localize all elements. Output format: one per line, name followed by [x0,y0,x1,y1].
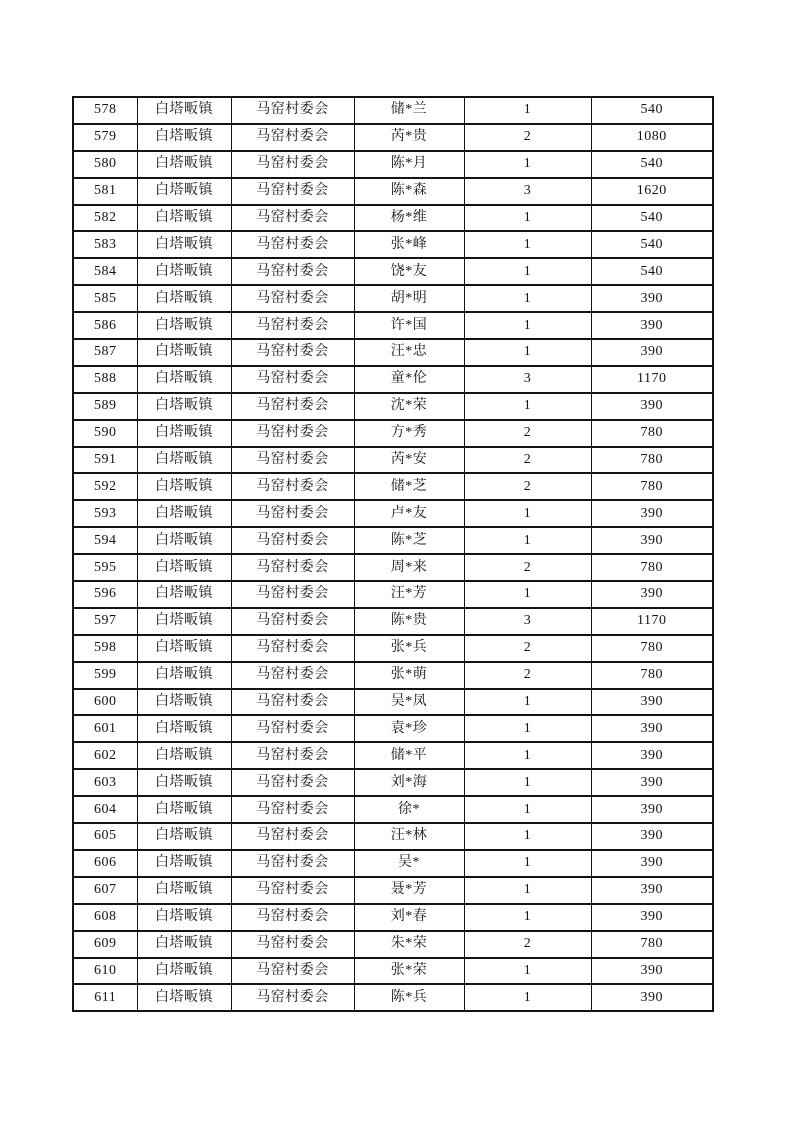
cell-serial-number: 604 [73,796,137,823]
table-row [73,581,713,608]
cell-village-committee: 马窑村委会 [231,662,354,689]
cell-amount: 780 [591,473,713,500]
cell-village-committee: 马窑村委会 [231,689,354,716]
cell-person-count: 1 [464,205,591,232]
table-row [73,527,713,554]
cell-masked-name: 周*来 [354,554,464,581]
table-row [73,473,713,500]
cell-village-committee: 马窑村委会 [231,231,354,258]
cell-village-committee: 马窑村委会 [231,447,354,474]
cell-amount: 390 [591,312,713,339]
cell-masked-name: 储*平 [354,742,464,769]
cell-amount: 1170 [591,366,713,393]
cell-masked-name: 吴*凤 [354,689,464,716]
cell-village-committee: 马窑村委会 [231,958,354,985]
cell-person-count: 3 [464,178,591,205]
cell-person-count: 1 [464,231,591,258]
cell-person-count: 1 [464,769,591,796]
cell-masked-name: 刘*春 [354,904,464,931]
table-row [73,285,713,312]
cell-town: 白塔畈镇 [137,393,231,420]
cell-village-committee: 马窑村委会 [231,823,354,850]
cell-person-count: 1 [464,877,591,904]
cell-masked-name: 陈*月 [354,151,464,178]
cell-amount: 540 [591,231,713,258]
cell-amount: 390 [591,850,713,877]
cell-serial-number: 582 [73,205,137,232]
cell-masked-name: 储*芝 [354,473,464,500]
cell-amount: 390 [591,285,713,312]
cell-village-committee: 马窑村委会 [231,715,354,742]
cell-masked-name: 张*荣 [354,958,464,985]
cell-town: 白塔畈镇 [137,312,231,339]
cell-serial-number: 592 [73,473,137,500]
cell-amount: 780 [591,662,713,689]
cell-serial-number: 583 [73,231,137,258]
cell-town: 白塔畈镇 [137,689,231,716]
cell-person-count: 1 [464,500,591,527]
cell-village-committee: 马窑村委会 [231,850,354,877]
cell-serial-number: 608 [73,904,137,931]
cell-masked-name: 吴* [354,850,464,877]
cell-masked-name: 张*峰 [354,231,464,258]
cell-serial-number: 606 [73,850,137,877]
cell-person-count: 2 [464,420,591,447]
cell-amount: 390 [591,339,713,366]
cell-masked-name: 杨*维 [354,205,464,232]
cell-amount: 780 [591,554,713,581]
cell-village-committee: 马窑村委会 [231,608,354,635]
cell-town: 白塔畈镇 [137,608,231,635]
cell-town: 白塔畈镇 [137,877,231,904]
table-row [73,796,713,823]
cell-town: 白塔畈镇 [137,796,231,823]
cell-town: 白塔畈镇 [137,447,231,474]
cell-serial-number: 593 [73,500,137,527]
table-row [73,715,713,742]
cell-person-count: 1 [464,904,591,931]
table-row [73,931,713,958]
cell-amount: 540 [591,151,713,178]
cell-village-committee: 马窑村委会 [231,769,354,796]
cell-village-committee: 马窑村委会 [231,581,354,608]
cell-town: 白塔畈镇 [137,366,231,393]
cell-serial-number: 598 [73,635,137,662]
cell-masked-name: 卢*友 [354,500,464,527]
cell-masked-name: 张*兵 [354,635,464,662]
cell-serial-number: 595 [73,554,137,581]
cell-masked-name: 芮*贵 [354,124,464,151]
cell-person-count: 1 [464,850,591,877]
cell-village-committee: 马窑村委会 [231,877,354,904]
cell-village-committee: 马窑村委会 [231,931,354,958]
cell-amount: 390 [591,823,713,850]
cell-masked-name: 陈*芝 [354,527,464,554]
table-row [73,205,713,232]
table-row [73,420,713,447]
table-row [73,689,713,716]
cell-amount: 780 [591,447,713,474]
table-row [73,339,713,366]
cell-person-count: 3 [464,608,591,635]
table-row [73,984,713,1011]
cell-amount: 390 [591,796,713,823]
cell-serial-number: 605 [73,823,137,850]
cell-masked-name: 汪*林 [354,823,464,850]
cell-person-count: 2 [464,554,591,581]
cell-amount: 540 [591,258,713,285]
cell-masked-name: 饶*友 [354,258,464,285]
table-row [73,258,713,285]
cell-village-committee: 马窑村委会 [231,312,354,339]
cell-town: 白塔畈镇 [137,554,231,581]
cell-village-committee: 马窑村委会 [231,635,354,662]
cell-amount: 780 [591,420,713,447]
table-row [73,608,713,635]
cell-masked-name: 沈*荣 [354,393,464,420]
table-row [73,500,713,527]
cell-serial-number: 603 [73,769,137,796]
cell-amount: 390 [591,500,713,527]
table-row [73,447,713,474]
cell-masked-name: 童*伦 [354,366,464,393]
cell-village-committee: 马窑村委会 [231,258,354,285]
cell-town: 白塔畈镇 [137,285,231,312]
table-row [73,97,713,124]
cell-town: 白塔畈镇 [137,662,231,689]
cell-person-count: 1 [464,393,591,420]
subsidy-table [72,96,714,1012]
cell-serial-number: 591 [73,447,137,474]
cell-person-count: 1 [464,97,591,124]
cell-village-committee: 马窑村委会 [231,205,354,232]
cell-town: 白塔畈镇 [137,769,231,796]
cell-person-count: 1 [464,742,591,769]
cell-serial-number: 584 [73,258,137,285]
cell-person-count: 1 [464,151,591,178]
cell-person-count: 1 [464,823,591,850]
cell-town: 白塔畈镇 [137,904,231,931]
cell-village-committee: 马窑村委会 [231,124,354,151]
cell-village-committee: 马窑村委会 [231,742,354,769]
cell-amount: 390 [591,393,713,420]
table-row [73,124,713,151]
cell-amount: 390 [591,769,713,796]
cell-serial-number: 588 [73,366,137,393]
table-row [73,662,713,689]
cell-person-count: 1 [464,796,591,823]
cell-town: 白塔畈镇 [137,931,231,958]
cell-serial-number: 597 [73,608,137,635]
cell-serial-number: 589 [73,393,137,420]
cell-village-committee: 马窑村委会 [231,796,354,823]
cell-town: 白塔畈镇 [137,231,231,258]
cell-village-committee: 马窑村委会 [231,285,354,312]
cell-village-committee: 马窑村委会 [231,178,354,205]
cell-person-count: 2 [464,447,591,474]
cell-person-count: 1 [464,285,591,312]
table-row [73,850,713,877]
cell-village-committee: 马窑村委会 [231,339,354,366]
cell-person-count: 1 [464,958,591,985]
cell-serial-number: 585 [73,285,137,312]
cell-amount: 1620 [591,178,713,205]
cell-town: 白塔畈镇 [137,581,231,608]
cell-amount: 780 [591,931,713,958]
cell-amount: 390 [591,581,713,608]
table-row [73,366,713,393]
cell-serial-number: 600 [73,689,137,716]
cell-masked-name: 徐* [354,796,464,823]
cell-serial-number: 609 [73,931,137,958]
cell-person-count: 1 [464,715,591,742]
cell-town: 白塔畈镇 [137,205,231,232]
cell-amount: 390 [591,715,713,742]
cell-town: 白塔畈镇 [137,850,231,877]
cell-serial-number: 581 [73,178,137,205]
cell-serial-number: 587 [73,339,137,366]
cell-town: 白塔畈镇 [137,473,231,500]
cell-amount: 390 [591,984,713,1011]
cell-village-committee: 马窑村委会 [231,500,354,527]
cell-town: 白塔畈镇 [137,178,231,205]
cell-amount: 390 [591,904,713,931]
cell-person-count: 2 [464,124,591,151]
table-row [73,742,713,769]
cell-masked-name: 袁*珍 [354,715,464,742]
cell-town: 白塔畈镇 [137,339,231,366]
cell-town: 白塔畈镇 [137,420,231,447]
table-row [73,312,713,339]
cell-village-committee: 马窑村委会 [231,366,354,393]
cell-person-count: 2 [464,931,591,958]
cell-person-count: 1 [464,312,591,339]
cell-serial-number: 578 [73,97,137,124]
table-row [73,231,713,258]
table-row [73,151,713,178]
cell-village-committee: 马窑村委会 [231,420,354,447]
cell-masked-name: 朱*荣 [354,931,464,958]
cell-person-count: 2 [464,635,591,662]
cell-person-count: 1 [464,339,591,366]
cell-serial-number: 601 [73,715,137,742]
cell-town: 白塔畈镇 [137,124,231,151]
cell-serial-number: 610 [73,958,137,985]
table-row [73,393,713,420]
cell-village-committee: 马窑村委会 [231,904,354,931]
cell-masked-name: 胡*明 [354,285,464,312]
cell-masked-name: 汪*芳 [354,581,464,608]
cell-masked-name: 陈*贵 [354,608,464,635]
cell-person-count: 1 [464,581,591,608]
cell-town: 白塔畈镇 [137,97,231,124]
cell-town: 白塔畈镇 [137,823,231,850]
cell-masked-name: 陈*森 [354,178,464,205]
cell-village-committee: 马窑村委会 [231,393,354,420]
cell-masked-name: 张*萌 [354,662,464,689]
cell-serial-number: 580 [73,151,137,178]
cell-person-count: 2 [464,473,591,500]
cell-village-committee: 马窑村委会 [231,527,354,554]
cell-masked-name: 储*兰 [354,97,464,124]
cell-masked-name: 汪*忠 [354,339,464,366]
cell-person-count: 1 [464,527,591,554]
cell-amount: 1170 [591,608,713,635]
cell-person-count: 1 [464,689,591,716]
cell-amount: 390 [591,527,713,554]
cell-serial-number: 599 [73,662,137,689]
table-row [73,877,713,904]
cell-amount: 390 [591,958,713,985]
cell-person-count: 3 [464,366,591,393]
table-row [73,635,713,662]
cell-amount: 390 [591,742,713,769]
table-row [73,904,713,931]
cell-village-committee: 马窑村委会 [231,473,354,500]
cell-serial-number: 586 [73,312,137,339]
cell-town: 白塔畈镇 [137,635,231,662]
cell-amount: 390 [591,689,713,716]
cell-village-committee: 马窑村委会 [231,151,354,178]
cell-town: 白塔畈镇 [137,958,231,985]
cell-person-count: 1 [464,984,591,1011]
table-row [73,178,713,205]
table-row [73,958,713,985]
cell-person-count: 1 [464,258,591,285]
cell-town: 白塔畈镇 [137,500,231,527]
cell-village-committee: 马窑村委会 [231,97,354,124]
table-row [73,769,713,796]
cell-town: 白塔畈镇 [137,984,231,1011]
cell-town: 白塔畈镇 [137,151,231,178]
cell-amount: 540 [591,97,713,124]
cell-amount: 780 [591,635,713,662]
table-body [73,97,713,1011]
cell-town: 白塔畈镇 [137,258,231,285]
cell-amount: 390 [591,877,713,904]
cell-serial-number: 590 [73,420,137,447]
cell-town: 白塔畈镇 [137,715,231,742]
cell-masked-name: 刘*海 [354,769,464,796]
table-row [73,823,713,850]
cell-serial-number: 607 [73,877,137,904]
cell-person-count: 2 [464,662,591,689]
cell-village-committee: 马窑村委会 [231,554,354,581]
cell-masked-name: 聂*芳 [354,877,464,904]
cell-town: 白塔畈镇 [137,742,231,769]
cell-serial-number: 579 [73,124,137,151]
cell-masked-name: 芮*安 [354,447,464,474]
cell-serial-number: 602 [73,742,137,769]
cell-serial-number: 596 [73,581,137,608]
cell-masked-name: 方*秀 [354,420,464,447]
cell-amount: 1080 [591,124,713,151]
cell-village-committee: 马窑村委会 [231,984,354,1011]
cell-masked-name: 许*国 [354,312,464,339]
cell-amount: 540 [591,205,713,232]
table-row [73,554,713,581]
cell-town: 白塔畈镇 [137,527,231,554]
cell-masked-name: 陈*兵 [354,984,464,1011]
cell-serial-number: 594 [73,527,137,554]
cell-serial-number: 611 [73,984,137,1011]
